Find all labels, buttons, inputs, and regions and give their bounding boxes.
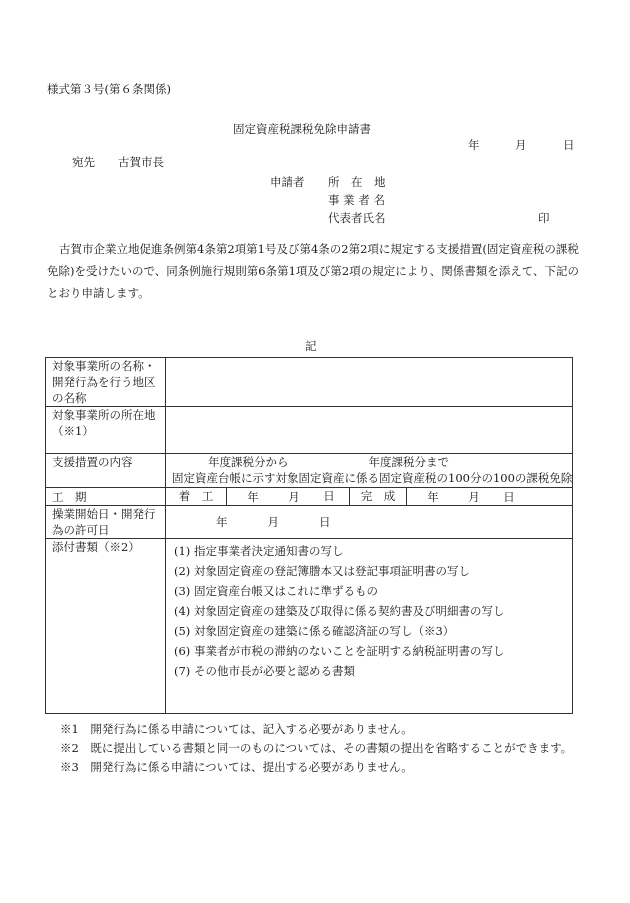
attachments-list <box>166 539 573 714</box>
facility-location-field[interactable] <box>166 407 573 454</box>
application-table <box>45 357 573 714</box>
footnote-1: ※1 開発行為に係る申請については、記入する必要がありません。 <box>60 722 413 736</box>
date-month-label: 月 <box>515 138 527 152</box>
addressee-label: 宛先 <box>72 155 95 169</box>
support-measure-label: 支援措置の内容 <box>46 454 166 488</box>
date-day-label: 日 <box>563 138 575 152</box>
construction-start-label: 着 工 <box>166 488 227 505</box>
page-title: 固定資産税課税免除申請書 <box>233 122 371 136</box>
table-row <box>46 539 573 714</box>
application-body-text: 古賀市企業立地促進条例第4条第2項第1号及び第4条の2第2項に規定する支援措置(固定資産税の課税免除)を受けたいので、同条例施行規則第6条第1項及び第2項の規定により、関係書類を添えて、下記のとおり申請します。 <box>47 242 579 300</box>
construction-end-label: 完 成 <box>350 488 407 505</box>
list-item: (7) その他市長が必要と認める書類 <box>174 664 355 678</box>
form-number: 様式第３号(第６条関係) <box>47 82 171 96</box>
start-month-label: 月 <box>288 489 300 504</box>
list-item: (6) 事業者が市税の滞納のないことを証明する納税証明書の写し <box>174 644 505 658</box>
list-item: (5) 対象固定資産の建築に係る確認済証の写し（※3） <box>174 624 455 638</box>
end-month-label: 月 <box>468 489 480 504</box>
support-to-text: 年度課税分まで <box>368 455 449 469</box>
table-row <box>46 407 573 454</box>
list-item: (1) 指定事業者決定通知書の写し <box>174 544 344 558</box>
facility-location-label: 対象事業所の所在地（※1） <box>46 407 166 454</box>
table-row <box>46 488 573 506</box>
support-exemption-text: 固定資産台帳に示す対象固定資産に係る固定資産税の100分の100の課税免除 <box>172 471 573 485</box>
facility-name-field[interactable] <box>166 358 573 407</box>
addressee-name: 古賀市長 <box>118 155 164 169</box>
op-year-label: 年 <box>216 515 228 529</box>
list-item: (4) 対象固定資産の建築及び取得に係る契約書及び明細書の写し <box>174 604 505 618</box>
list-item: (2) 対象固定資産の登記簿謄本又は登記事項証明書の写し <box>174 564 470 578</box>
date-year-label: 年 <box>468 138 480 152</box>
table-row <box>46 506 573 539</box>
start-day-label: 日 <box>309 488 350 505</box>
construction-period-field <box>166 488 573 506</box>
support-measure-content <box>166 454 573 488</box>
seal-mark: 印 <box>538 211 550 225</box>
start-year-label: 年 <box>247 489 259 504</box>
footnote-3: ※3 開発行為に係る申請については、提出する必要がありません。 <box>60 760 413 774</box>
operation-start-label: 操業開始日・開発行為の許可日 <box>46 506 166 539</box>
operation-start-field[interactable] <box>166 506 573 539</box>
table-row <box>46 454 573 488</box>
end-day-label: 日 <box>503 489 515 504</box>
applicant-rep-label: 代表者氏名 <box>328 211 386 225</box>
facility-name-label: 対象事業所の名称・開発行為を行う地区の名称 <box>46 358 166 407</box>
support-from-text: 年度課税分から <box>208 455 289 469</box>
attachments-label: 添付書類（※2） <box>46 539 166 714</box>
construction-period-label: 工 期 <box>46 488 166 506</box>
ki-heading: 記 <box>305 339 317 353</box>
list-item: (3) 固定資産台帳又はこれに準ずるもの <box>174 584 378 598</box>
op-month-label: 月 <box>267 515 279 529</box>
applicant-business-label: 事 業 者 名 <box>328 193 385 207</box>
table-row <box>46 358 573 407</box>
footnote-2: ※2 既に提出している書類と同一のものについては、その書類の提出を省略することができます。 <box>60 741 573 755</box>
applicant-address-label: 所 在 地 <box>328 175 386 189</box>
applicant-label: 申請者 <box>270 175 305 189</box>
end-year-label: 年 <box>427 489 439 504</box>
op-day-label: 日 <box>319 515 331 529</box>
